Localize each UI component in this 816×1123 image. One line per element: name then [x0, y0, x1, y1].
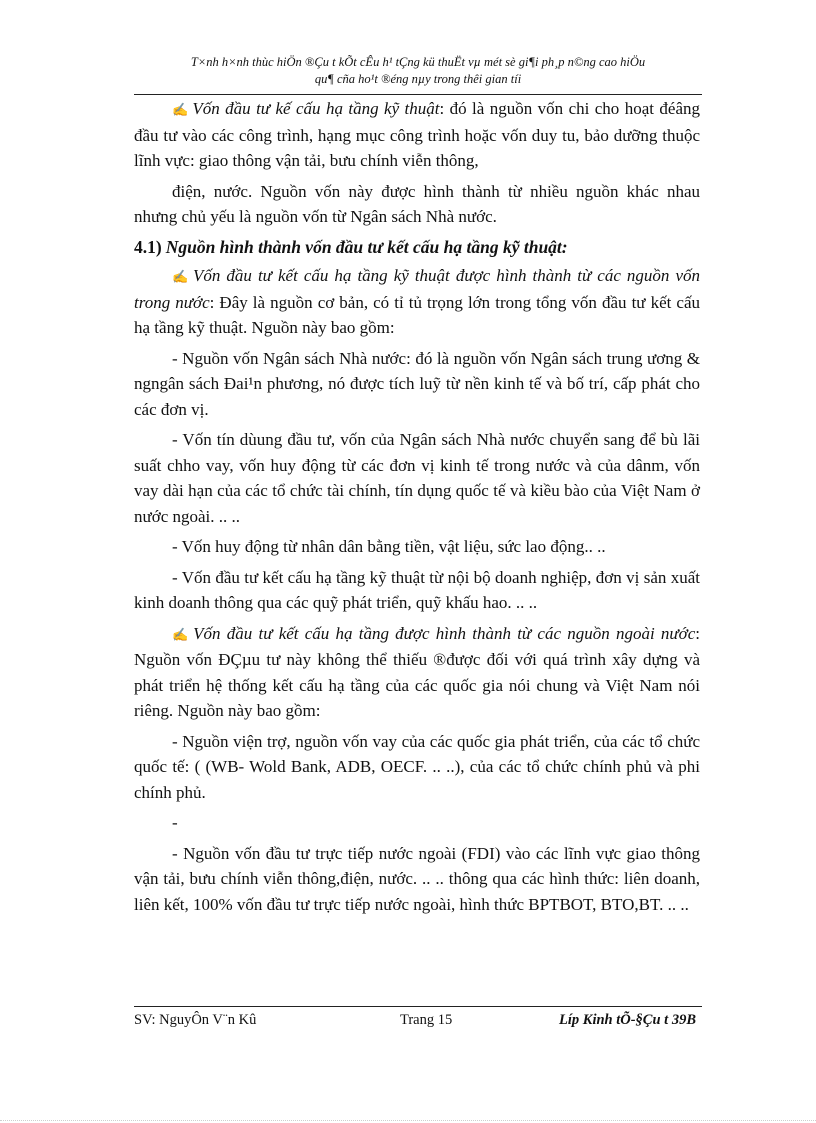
list-item-empty: -: [172, 813, 178, 832]
term-lead: Vốn đầu tư kết cấu hạ tầng kỹ thuật được hình thành từ các nguồn vốn trong nước: [134, 266, 701, 312]
pen-icon: ✍: [172, 626, 191, 642]
paragraph-continuation: điện, nước. Nguồn vốn này được hình thành từ nhiều nguồn khác nhau nhưng chủ yếu là nguồn vốn từ Ngân sách Nhà nước.: [134, 181, 700, 226]
section-heading: [134, 235, 700, 261]
paragraph-text: : đó là nguồn vốn chi cho hoạt đéâng đầu tư vào các công trình, hạng mục công trình hoặc vốn duy tu, bảo dưỡng thuộc lĩnh vực: giao thông vận tải, bưu chính viễn thông,: [134, 99, 700, 170]
list-item-fdi: - Nguồn vốn đầu tư trực tiếp nước ngoài (FDI) vào các lĩnh vực giao thông vận tải, bưu chính viễn thông,điện, nước. .. .. thông qua các hình thức: liên doanh, liên kết, 100% vốn đầu tư trực tiếp nước ngoài, hình thức BPTBOT, BTO,BT. .. ..: [134, 843, 700, 914]
paragraph-vkt-definition: [134, 96, 700, 174]
paragraph-foreign-sources: [134, 621, 700, 724]
list-item-enterprise-funds: - Vốn đầu tư kết cấu hạ tầng kỹ thuật từ nội bộ doanh nghiệp, đơn vị sản xuất kinh doanh thông qua các quỹ phát triển, quỹ khấu hao. .. ..: [134, 567, 700, 612]
running-header: [134, 54, 702, 88]
page-footer: [134, 1012, 702, 1032]
paragraph-text: : Nguồn vốn ĐÇµu tư này không thể thiếu ®được đối với quá trình xây dựng và phát triển hệ thống kết cấu hạ tầng của các quốc gia nói chung và Việt Nam nói riêng. Nguồn này bao gồm:: [134, 623, 701, 720]
footer-student: SV: NguyÔn V¨n Kû: [134, 1012, 257, 1028]
section-number: 4.1): [134, 236, 162, 257]
list-item-aid-loans: - Nguồn viện trợ, nguồn vốn vay của các quốc gia phát triển, của các tổ chức quốc tế: ( (WB- Wold Bank, ADB, OECF. .. ..), của các tổ chức chính phủ và phi chính phủ.: [134, 731, 700, 802]
list-item-state-budget: - Nguồn vốn Ngân sách Nhà nước: đó là nguồn vốn Ngân sách trung ương & ngngân sách Đai¹n phương, nó được tích luỹ từ nền kinh tế và bố trí, cấp phát cho các đơn vị.: [134, 348, 700, 419]
footer-class: Líp Kinh tÕ-§Çu t 39B: [559, 1012, 696, 1028]
footer-page-number: Trang 15: [400, 1012, 453, 1028]
section-title: Nguồn hình thành vốn đầu tư kết cấu hạ tầng kỹ thuật:: [165, 236, 568, 257]
term-lead: Vốn đầu tư kết cấu hạ tầng được hình thành từ các nguồn ngoài nước: [193, 623, 696, 643]
paragraph-text: : Đây là nguồn cơ bản, có tỉ tủ trọng lớn trong tổng vốn đầu tư kết cấu hạ tầng kỹ thuật. Nguồn này bao gồm:: [134, 292, 700, 337]
list-item-public-mobilization: - Vốn huy động từ nhân dân bằng tiền, vật liệu, sức lao động.. ..: [172, 537, 606, 556]
paragraph-domestic-sources: [134, 263, 700, 341]
header-line-1: T×nh h×nh thùc hiÖn ®Çu t kÕt cÊu h¹ tÇng kü thuËt vµ mét sè gi¶i ph¸p n©ng cao hiÖu: [190, 55, 646, 69]
term-lead: Vốn đầu tư kế cấu hạ tầng kỹ thuật: [192, 99, 440, 118]
page-edge: [0, 1120, 816, 1122]
pen-icon: ✍: [172, 102, 190, 117]
header-line-2: qu¶ cña ho¹t ®éng nµy trong thêi gian tíi: [314, 72, 522, 86]
pen-icon: ✍: [172, 269, 190, 284]
list-item-credit: - Vốn tín dùung đầu tư, vốn của Ngân sách Nhà nước chuyển sang để bù lãi suất chho vay, vốn huy động từ các đơn vị kinh tế trong nước và của dânm, vốn vay dài hạn của các tổ chức tài chính, tín dụng quốc tế và kiều bào của Việt Nam ở nước ngoài. .. ..: [134, 430, 700, 526]
document-body: [134, 96, 700, 922]
header-divider: [134, 94, 702, 95]
footer-divider: [134, 1006, 702, 1007]
